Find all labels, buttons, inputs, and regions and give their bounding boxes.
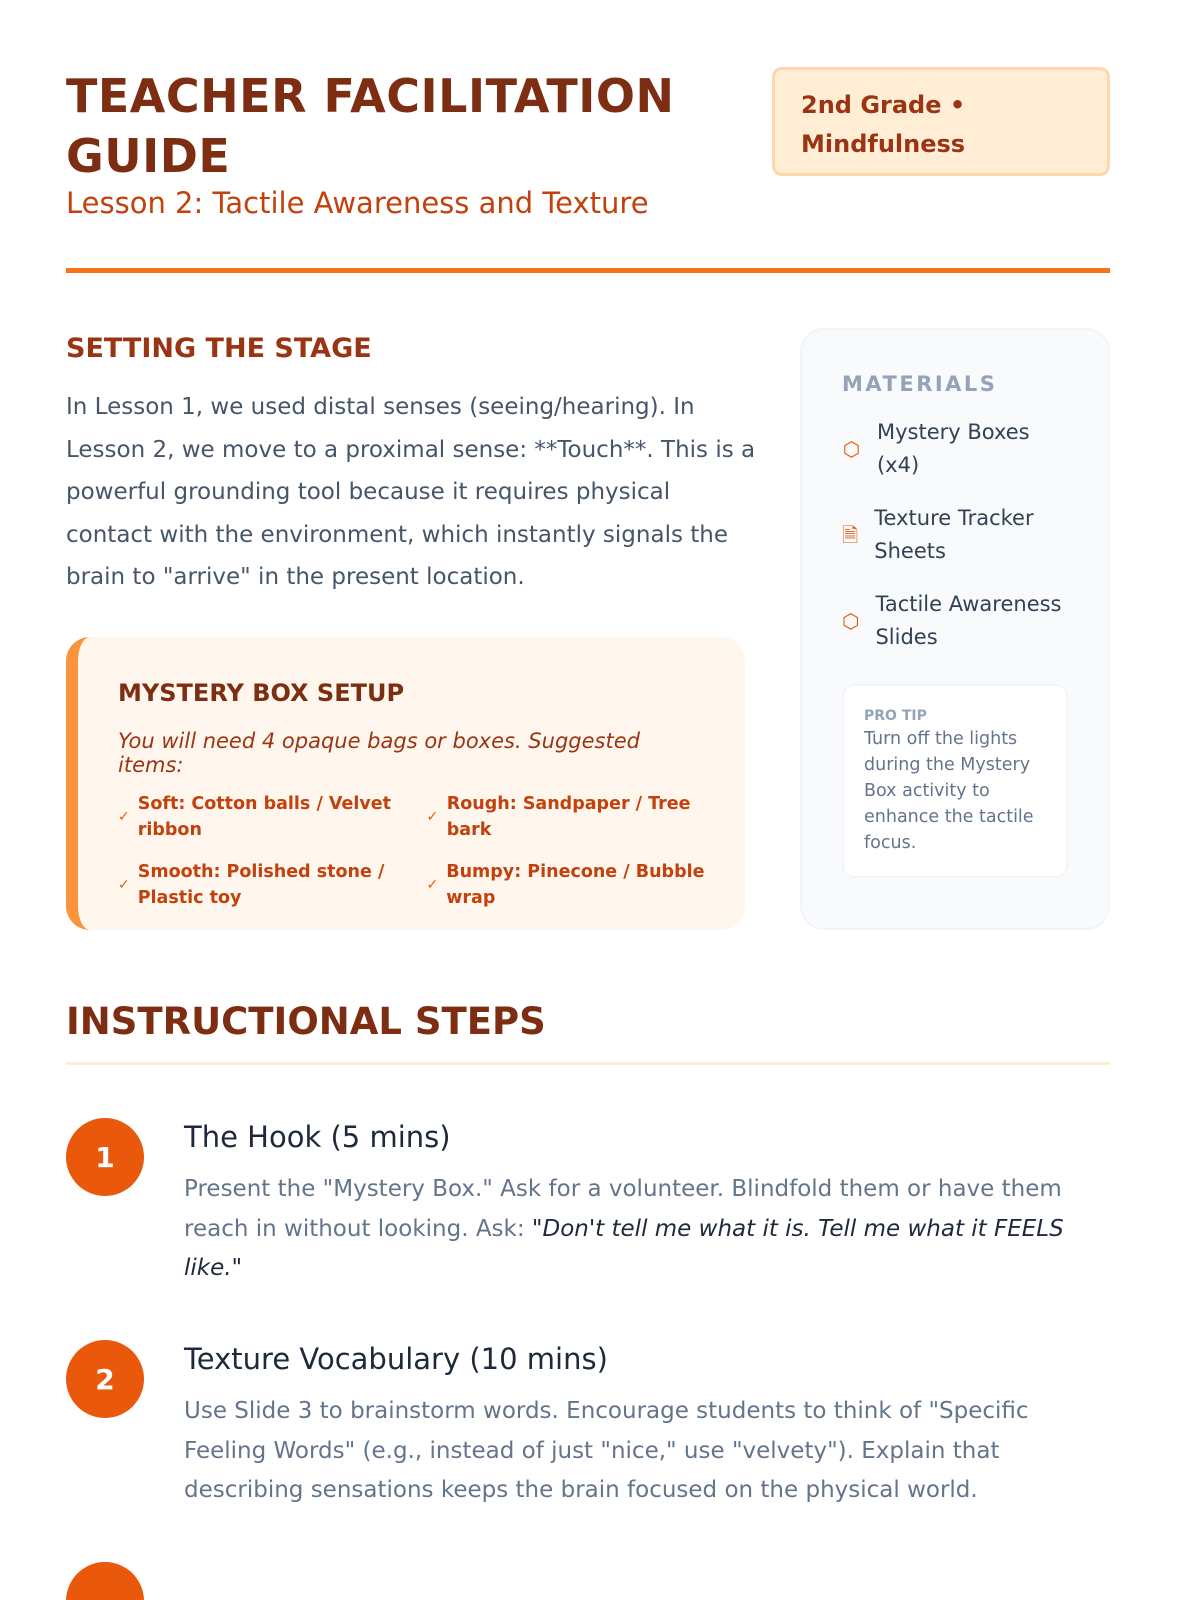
lesson-subtitle: Lesson 2: Tactile Awareness and Texture xyxy=(66,186,649,220)
check-icon: ✓ xyxy=(118,877,130,893)
document-icon: 🗎 xyxy=(842,522,859,547)
header-divider xyxy=(66,268,1110,273)
step-number: 2 xyxy=(66,1340,144,1418)
materials-sidebar xyxy=(800,328,1110,930)
check-icon: ✓ xyxy=(426,877,439,893)
pro-tip-heading: PRO TIP xyxy=(864,708,927,724)
step-title: The Hook (5 mins) xyxy=(184,1120,451,1154)
step-body: Use Slide 3 to brainstorm words. Encourage students to think of "Specific Feeling Words" (e.g., instead of just "nice," use "velvety"). Explain that describing sensations keeps the brain focused on the physical world. xyxy=(184,1398,1029,1503)
mystery-box-intro: You will need 4 opaque bags or boxes. Suggested items: xyxy=(118,729,640,777)
materials-heading: MATERIALS xyxy=(842,372,998,396)
list-item xyxy=(118,859,397,911)
check-icon: ✓ xyxy=(118,809,130,825)
item-label: Rough: Sandpaper / Tree bark xyxy=(446,794,691,840)
step-body xyxy=(184,1170,1104,1289)
check-icon: ✓ xyxy=(426,809,439,825)
material-item xyxy=(842,502,1068,568)
step-body-text: Present the "Mystery Box." Ask for a volunteer. Blindfold them or have them reach in without looking. Ask: xyxy=(184,1176,1062,1242)
box-icon: ⬡ xyxy=(842,436,861,461)
step-number: 1 xyxy=(66,1118,144,1196)
mystery-box-heading: MYSTERY BOX SETUP xyxy=(118,679,405,707)
step-number-circle xyxy=(66,1562,144,1600)
material-label: Tactile Awareness Slides xyxy=(875,592,1062,649)
material-item xyxy=(842,588,1068,654)
material-label: Mystery Boxes (x4) xyxy=(876,420,1030,477)
material-label: Texture Tracker Sheets xyxy=(874,506,1034,563)
list-item xyxy=(427,791,706,843)
instructional-steps-heading: INSTRUCTIONAL STEPS xyxy=(66,1000,546,1043)
pro-tip-card xyxy=(842,684,1068,878)
box-icon: ⬡ xyxy=(842,608,860,633)
grade-badge: 2nd Grade • Mindfulness xyxy=(772,67,1110,176)
page-title: TEACHER FACILITATION GUIDE xyxy=(66,69,675,183)
material-item xyxy=(842,416,1068,482)
mystery-box-setup-card xyxy=(66,637,745,930)
setting-stage-paragraph: In Lesson 1, we used distal senses (seeing/hearing). In Lesson 2, we move to a proximal sense: **Touch**. This is a powerful grounding tool because it requires physical contact with the environment, which instantly signals the brain to "arrive" in the present location. xyxy=(66,394,756,590)
item-label: Soft: Cotton balls / Velvet ribbon xyxy=(137,794,392,840)
steps-divider xyxy=(66,1062,1110,1065)
item-label: Smooth: Polished stone / Plastic toy xyxy=(137,862,385,908)
setting-stage-heading: SETTING THE STAGE xyxy=(66,333,372,364)
step-title: Texture Vocabulary (10 mins) xyxy=(184,1342,608,1376)
item-label: Bumpy: Pinecone / Bubble wrap xyxy=(446,862,705,908)
list-item xyxy=(427,859,706,911)
list-item xyxy=(118,791,397,843)
pro-tip-text: Turn off the lights during the Mystery Box activity to enhance the tactile focus. xyxy=(864,729,1034,853)
step-quote: "Don't tell me what it is. Tell me what it FEELS like." xyxy=(184,1215,1064,1281)
